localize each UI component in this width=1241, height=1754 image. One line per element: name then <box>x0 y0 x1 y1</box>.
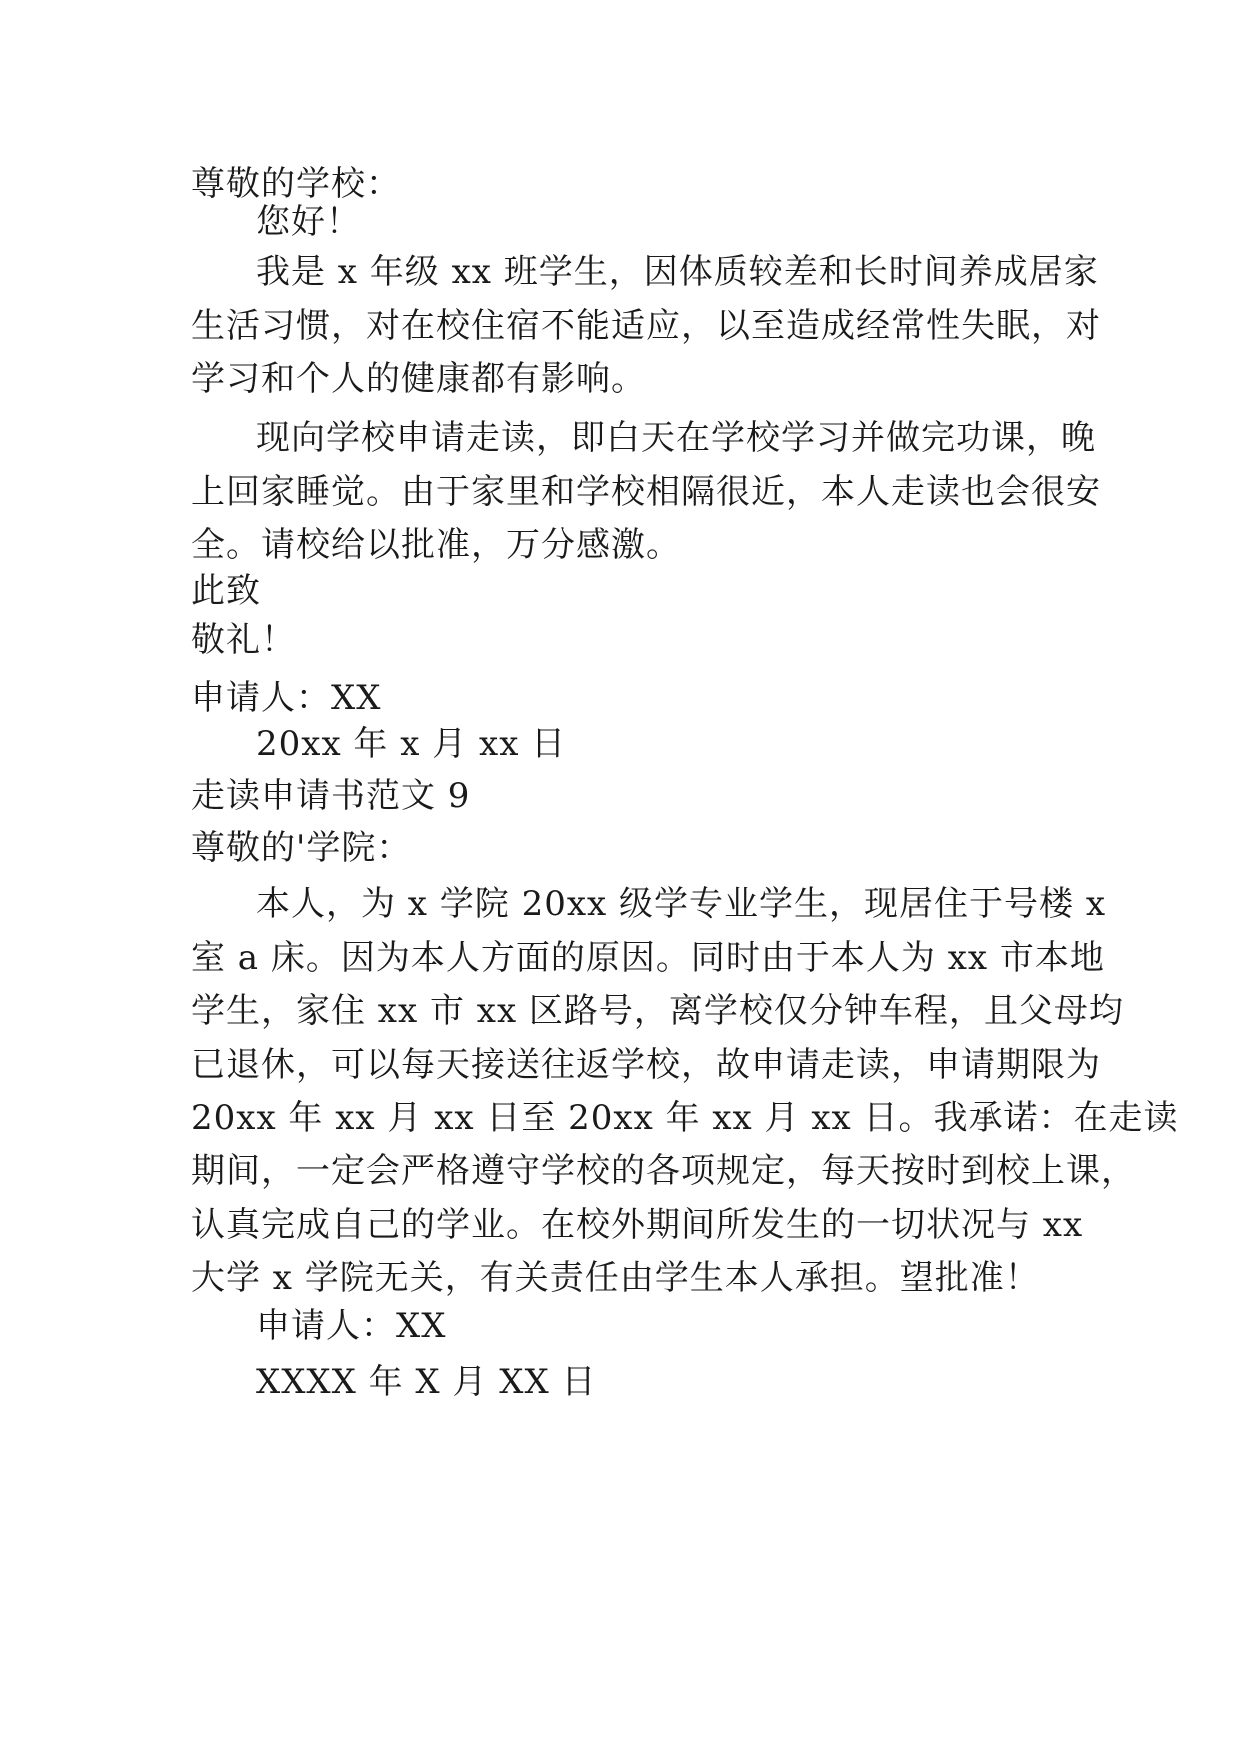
salutation: 尊敬的'学院： <box>191 828 412 868</box>
section-title: 走读申请书范文 9 <box>191 776 471 816</box>
paragraph-line: 认真完成自己的学业。在校外期间所发生的一切状况与 xx <box>191 1205 1084 1245</box>
date: 20xx 年 x 月 xx 日 <box>256 724 567 764</box>
paragraph-line: 20xx 年 xx 月 xx 日至 20xx 年 xx 月 xx 日。我承诺：在走读 <box>191 1098 1179 1138</box>
salutation: 尊敬的学校： <box>191 164 401 204</box>
paragraph-line: 期间，一定会严格遵守学校的各项规定，每天按时到校上课， <box>191 1151 1136 1191</box>
greeting: 您好！ <box>256 202 361 242</box>
closing-line: 敬礼！ <box>191 620 296 660</box>
applicant: 申请人：XX <box>256 1306 447 1346</box>
paragraph-line: 学生，家住 xx 市 xx 区路号，离学校仅分钟车程，且父母均 <box>191 991 1124 1031</box>
paragraph-line: 室 a 床。因为本人方面的原因。同时由于本人为 xx 市本地 <box>191 938 1105 978</box>
paragraph-line: 全。请校给以批准，万分感激。 <box>191 525 681 565</box>
paragraph-line: 现向学校申请走读，即白天在学校学习并做完功课，晚 <box>256 418 1096 458</box>
paragraph-line: 本人，为 x 学院 20xx 级学专业学生，现居住于号楼 x <box>256 884 1106 924</box>
paragraph-line: 生活习惯，对在校住宿不能适应，以至造成经常性失眠，对 <box>191 306 1101 346</box>
paragraph-line: 大学 x 学院无关，有关责任由学生本人承担。望批准！ <box>191 1258 1040 1298</box>
closing-line: 此致 <box>191 571 261 611</box>
paragraph-line: 已退休，可以每天接送往返学校，故申请走读，申请期限为 <box>191 1045 1101 1085</box>
paragraph-line: 我是 x 年级 xx 班学生，因体质较差和长时间养成居家 <box>256 252 1099 292</box>
applicant: 申请人：XX <box>191 678 382 718</box>
date: XXXX 年 X 月 XX 日 <box>256 1362 597 1402</box>
paragraph-line: 学习和个人的健康都有影响。 <box>191 359 646 399</box>
paragraph-line: 上回家睡觉。由于家里和学校相隔很近，本人走读也会很安 <box>191 472 1101 512</box>
